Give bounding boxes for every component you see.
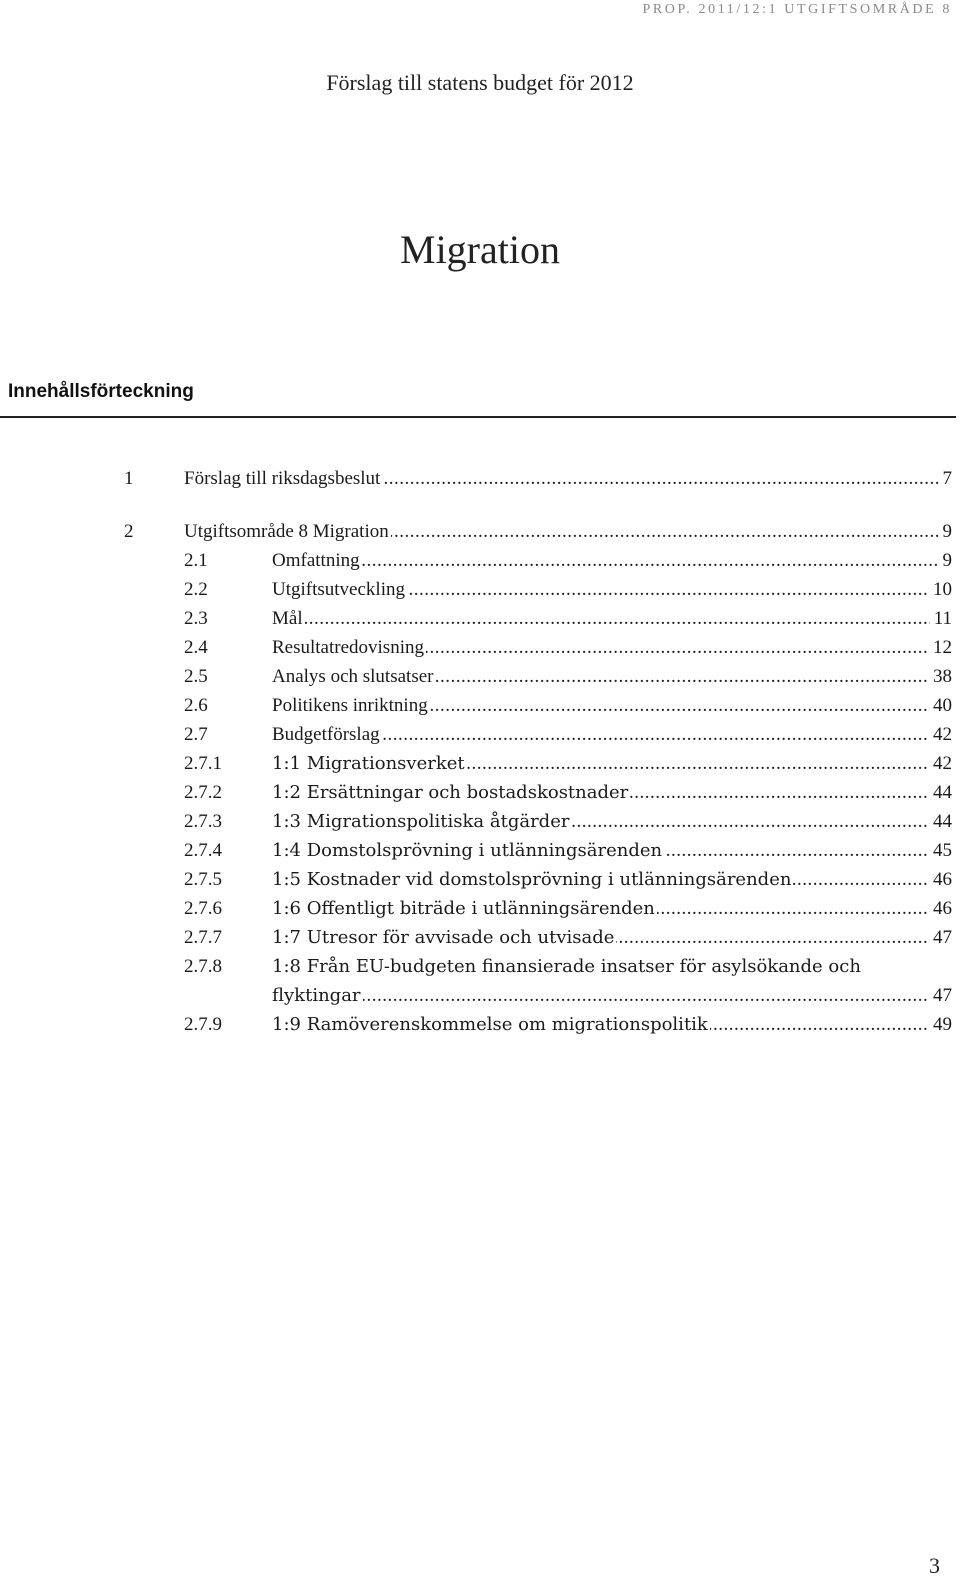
toc-entry-title: 1:8 Från EU-budgeten finansierade insatser för asylsökande och — [272, 956, 861, 977]
toc-entry-page: 10 — [929, 575, 952, 605]
page-number: 3 — [929, 1553, 940, 1578]
toc-entry[interactable] — [0, 923, 960, 953]
toc-entry[interactable] — [0, 1010, 960, 1040]
toc-entry-number: 2.7.3 — [184, 811, 222, 832]
toc-entry-number: 2.7.5 — [184, 869, 222, 890]
toc-entry-title: 1:2 Ersättningar och bostadskostnader — [272, 782, 629, 803]
toc-entry[interactable] — [0, 691, 960, 721]
toc-entry[interactable] — [0, 662, 960, 692]
toc-entry-number: 2.4 — [184, 637, 208, 658]
toc-entry-title: 1:7 Utresor för avvisade och utvisade — [272, 927, 615, 948]
toc-entry-number: 2.3 — [184, 608, 208, 629]
toc-entry-number: 2.7.2 — [184, 782, 222, 803]
toc-entry-title: Förslag till riksdagsbeslut — [184, 468, 381, 489]
toc-entry-number: 1 — [124, 468, 134, 489]
toc-entry-number: 2.5 — [184, 666, 208, 687]
toc-entry[interactable] — [0, 517, 960, 547]
toc-entry-title: Utgiftsutveckling — [272, 579, 405, 600]
toc-entry-page: 38 — [929, 662, 952, 692]
toc-entry-page: 46 — [929, 894, 952, 924]
toc-entry-page: 44 — [929, 778, 952, 808]
toc-entry-number: 2.7.9 — [184, 1014, 222, 1035]
toc-entry[interactable] — [0, 575, 960, 605]
toc-entry-title: Analys och slutsatser — [272, 666, 434, 687]
toc-entry-number: 2.7 — [184, 724, 208, 745]
toc-entry[interactable] — [0, 952, 960, 982]
toc-entry[interactable] — [0, 778, 960, 808]
toc-entry-title: Utgiftsområde 8 Migration — [184, 521, 389, 542]
toc-entry-page: 47 — [929, 981, 952, 1011]
toc-entry-page: 42 — [929, 749, 952, 779]
toc-entry-number: 2.6 — [184, 695, 208, 716]
toc-entry-title: Politikens inriktning — [272, 695, 428, 716]
toc-entry[interactable] — [0, 807, 960, 837]
toc-entry-page: 45 — [929, 836, 952, 866]
toc-entry-title-continuation: flyktingar — [272, 985, 361, 1006]
toc-entry-title: 1:9 Ramöverenskommelse om migrationspolitik — [272, 1014, 708, 1035]
toc-entry-number: 2.7.1 — [184, 753, 222, 774]
toc-entry-page: 9 — [939, 546, 953, 576]
toc-entry[interactable] — [0, 865, 960, 895]
toc-entry-title: 1:6 Offentligt biträde i utlänningsärenden — [272, 898, 655, 919]
toc-entry-title: Mål — [272, 608, 303, 629]
toc-entry-number: 2 — [124, 521, 134, 542]
toc-entry-page: 49 — [929, 1010, 952, 1040]
toc-heading: Innehållsförteckning — [8, 381, 194, 402]
toc-entry-page: 12 — [929, 633, 952, 663]
toc-entry-title: 1:3 Migrationspolitiska åtgärder — [272, 811, 570, 832]
toc-entry-page: 9 — [939, 517, 953, 547]
toc-entry[interactable] — [0, 464, 960, 494]
document-title: Förslag till statens budget för 2012 — [326, 70, 634, 95]
toc-entry[interactable] — [0, 749, 960, 779]
toc-entry[interactable] — [0, 604, 960, 634]
toc-entry-title: Resultatredovisning — [272, 637, 424, 658]
toc-entry-number: 2.7.7 — [184, 927, 222, 948]
toc-entry-continuation[interactable] — [0, 981, 960, 1011]
toc-entry-number: 2.7.4 — [184, 840, 222, 861]
toc-entry-title: Omfattning — [272, 550, 360, 571]
toc-entry-page: 44 — [929, 807, 952, 837]
section-title: Migration — [400, 227, 560, 272]
toc-entry-number: 2.2 — [184, 579, 208, 600]
toc-entry-number: 2.7.8 — [184, 956, 222, 977]
toc-entry-title: 1:4 Domstolsprövning i utlänningsärenden — [272, 840, 663, 861]
toc-entry-page: 7 — [939, 464, 953, 494]
toc-entry-title: 1:1 Migrationsverket — [272, 753, 465, 774]
toc-entry-page: 42 — [929, 720, 952, 750]
running-header: PROP. 2011/12:1 UTGIFTSOMRÅDE 8 — [642, 2, 952, 17]
toc-entry-page: 46 — [929, 865, 952, 895]
toc-entry-page: 40 — [929, 691, 952, 721]
toc-entry-number: 2.7.6 — [184, 898, 222, 919]
toc-entry[interactable] — [0, 720, 960, 750]
toc-entry-page: 11 — [930, 604, 952, 634]
toc-entry[interactable] — [0, 836, 960, 866]
toc-entry-page: 47 — [929, 923, 952, 953]
toc-entry[interactable] — [0, 633, 960, 663]
toc-entry-title: Budgetförslag — [272, 724, 380, 745]
toc-entry-number: 2.1 — [184, 550, 208, 571]
toc-entry[interactable] — [0, 546, 960, 576]
toc-entry[interactable] — [0, 894, 960, 924]
toc-entry-title: 1:5 Kostnader vid domstolsprövning i utlänningsärenden — [272, 869, 792, 890]
